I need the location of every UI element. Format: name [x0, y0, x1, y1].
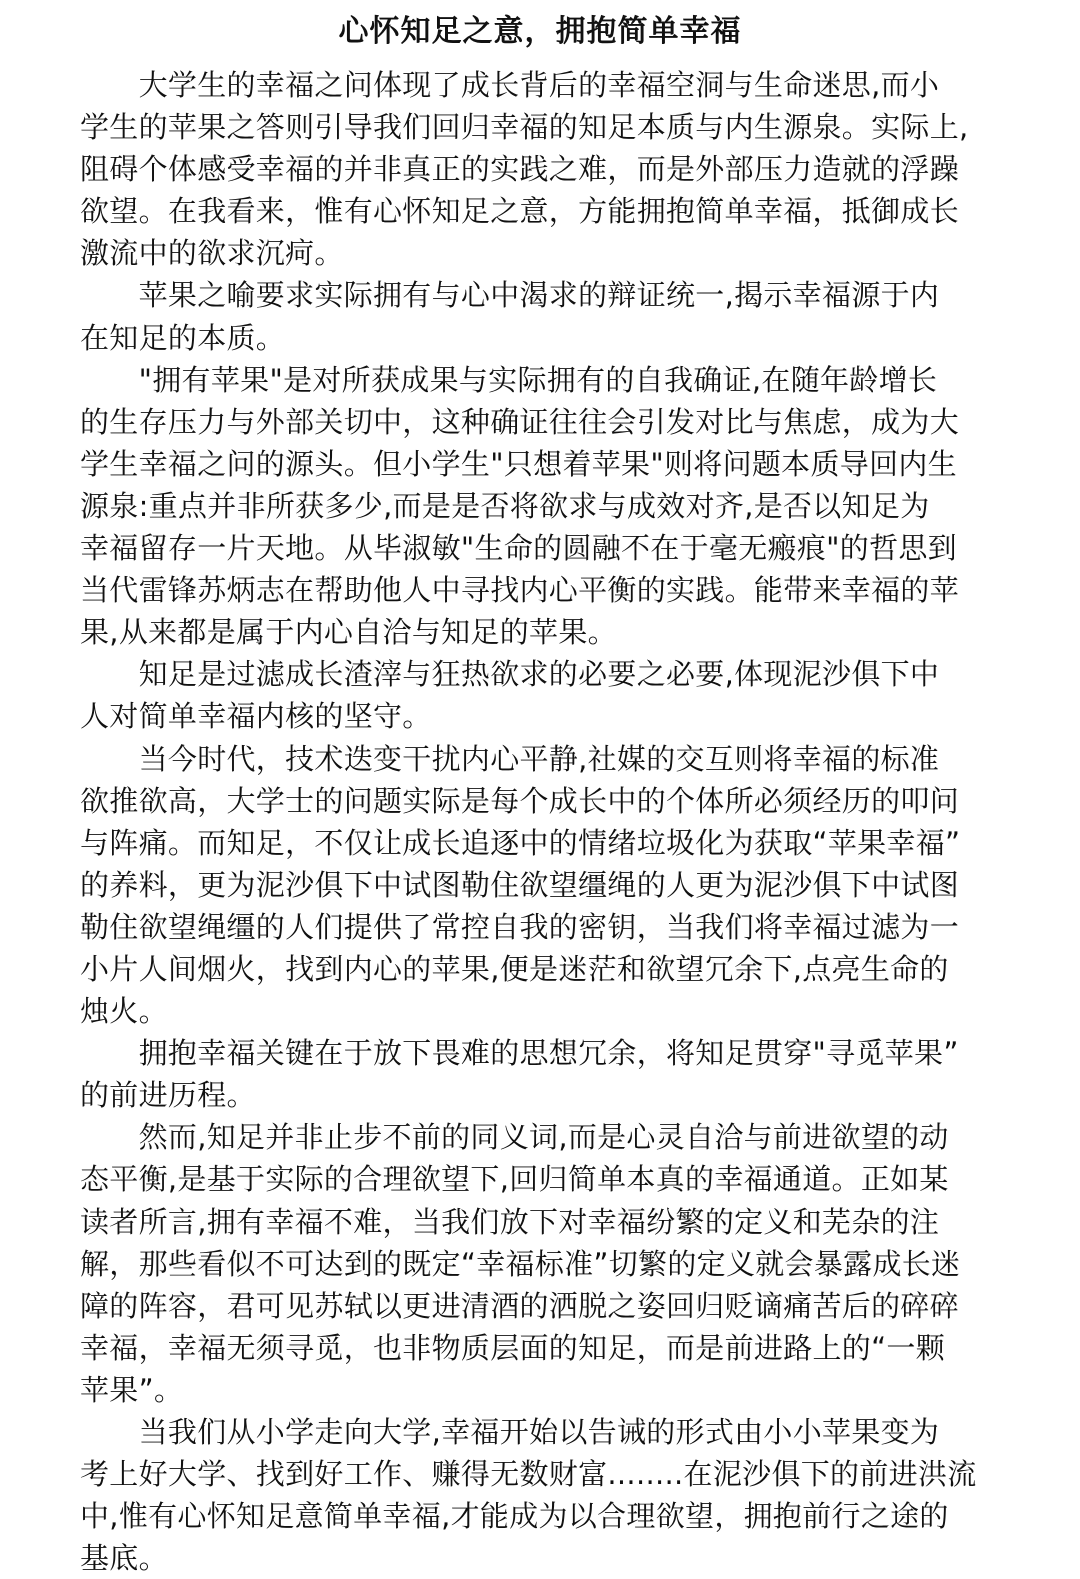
essay-line: 当今时代，技术迭变干扰内心平静,社媒的交互则将幸福的标准 [80, 741, 940, 776]
essay-line: "拥有苹果"是对所获成果与实际拥有的自我确证,在随年龄增长 [80, 362, 938, 397]
essay-line: 然而,知足并非止步不前的同义词,而是心灵自洽与前进欲望的动 [80, 1120, 949, 1155]
essay-line: 解，那些看似不可达到的既定“幸福标准”切繁的定义就会暴露成长迷 [80, 1246, 961, 1281]
essay-line: 激流中的欲求沉疴。 [80, 236, 344, 271]
essay-line: 在知足的本质。 [80, 320, 286, 355]
essay-line: 勒住欲望绳缰的人们提供了常控自我的密钥，当我们将幸福过滤为一 [80, 909, 960, 944]
essay-line: 读者所言,拥有幸福不难，当我们放下对幸福纷繁的定义和芜杂的注 [80, 1204, 940, 1239]
essay-title: 心怀知足之意，拥抱简单幸福 [338, 14, 742, 49]
essay-line: 的前进历程。 [80, 1078, 256, 1113]
essay-line: 学生幸福之问的源头。但小学生"只想着苹果"则将问题本质导回内生 [80, 446, 957, 481]
essay-line: 幸福，幸福无须寻觅，也非物质层面的知足，而是前进路上的“一颗 [80, 1330, 946, 1365]
essay-line: 基底。 [80, 1541, 168, 1576]
essay-line: 幸福留存一片天地。从毕淑敏"生命的圆融不在于毫无瘢痕"的哲思到 [80, 531, 957, 566]
essay-line: 欲望。在我看来，惟有心怀知足之意，方能拥抱简单幸福，抵御成长 [80, 194, 960, 229]
essay-line: 态平衡,是基于实际的合理欲望下,回归简单本真的幸福通道。正如某 [80, 1162, 949, 1197]
essay-line: 中,惟有心怀知足意简单幸福,才能成为以合理欲望，拥抱前行之途的 [80, 1499, 949, 1534]
essay-body [80, 64, 1000, 1579]
essay-line: 烛火。 [80, 994, 168, 1029]
essay-line: 与阵痛。而知足，不仅让成长追逐中的情绪垃圾化为获取“苹果幸福” [80, 825, 961, 860]
essay-line: 考上好大学、找到好工作、赚得无数财富........在泥沙俱下的前进洪流 [80, 1457, 977, 1492]
essay-line: 果,从来都是属于内心自洽与知足的苹果。 [80, 615, 617, 650]
essay-line: 当我们从小学走向大学,幸福开始以告诫的形式由小小苹果变为 [80, 1415, 940, 1449]
essay-line: 阻碍个体感受幸福的并非真正的实践之难，而是外部压力造就的浮躁 [80, 152, 960, 187]
essay-line: 拥抱幸福关键在于放下畏难的思想冗余，将知足贯穿"寻觅苹果” [80, 1036, 959, 1071]
essay-line: 苹果之喻要求实际拥有与心中渴求的辩证统一,揭示幸福源于内 [80, 278, 940, 313]
essay-line: 知足是过滤成长渣滓与狂热欲求的必要之必要,体现泥沙俱下中 [80, 657, 940, 692]
essay-line: 苹果”。 [80, 1372, 184, 1407]
essay-line: 欲推欲高，大学士的问题实际是每个成长中的个体所必须经历的叩问 [80, 783, 960, 818]
essay-line: 学生的苹果之答则引导我们回归幸福的知足本质与内生源泉。实际上, [80, 110, 969, 145]
essay-line: 人对简单幸福内核的坚守。 [80, 699, 432, 734]
essay-line: 小片人间烟火，找到内心的苹果,便是迷茫和欲望冗余下,点亮生命的 [80, 951, 949, 986]
essay-line: 的生存压力与外部关切中，这种确证往往会引发对比与焦虑，成为大 [80, 404, 960, 439]
essay-line: 的养料，更为泥沙俱下中试图勒住欲望缰绳的人更为泥沙俱下中试图 [80, 867, 960, 902]
essay-line: 当代雷锋苏炳志在帮助他人中寻找内心平衡的实践。能带来幸福的苹 [80, 573, 960, 608]
essay-line: 大学生的幸福之问体现了成长背后的幸福空洞与生命迷思,而小 [80, 68, 940, 102]
essay-line: 源泉:重点并非所获多少,而是是否将欲求与成效对齐,是否以知足为 [80, 488, 930, 523]
essay-line: 障的阵容，君可见苏轼以更进清酒的洒脱之姿回归贬谪痛苦后的碎碎 [80, 1288, 960, 1323]
